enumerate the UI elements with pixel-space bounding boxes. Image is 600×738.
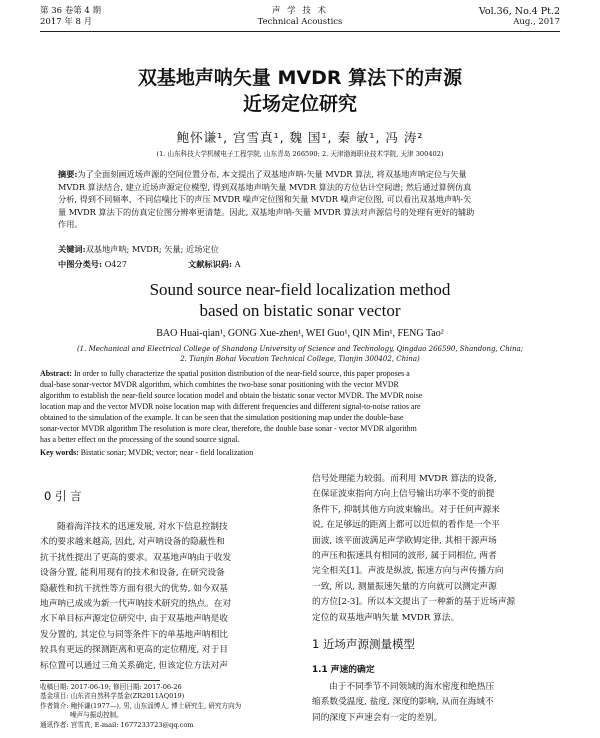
intro-line: 设备分置, 能利用现有的技术和设备, 在研究设备 [40,568,225,579]
footnote-contact: 通讯作者: 宫雪真, E-mail: 1677233723@qq.com [40,720,194,729]
right-col-line: 条件下, 抑制其他方向波束输出。对于任何声源来 [312,504,500,515]
affiliation-cn: (1. 山东科技大学机械电子工程学院, 山东青岛 266590; 2. 天津渤海职业技术学院, 天津 300402) [156,150,444,158]
right-col-line: 说, 在足够远的距离上都可以近似的看作是一个平 [312,520,500,531]
title-cn-line1: 双基地声呐矢量 MVDR 算法下的声源 [137,67,463,89]
abstract-en-line: algorithm to establish the near-field source location model and obtain the bistatic sonar vector MVDR. The MVDR noise [40,391,423,400]
journal-name-en: Technical Acoustics [257,17,343,27]
abstract-cn-line: 量 MVDR 算法下的仿真定位图分辨率更清楚。因此, 双基地声呐-矢量 MVDR 算法对声源信号的处理有更好的辅助 [58,206,475,217]
right-col-line: 定位的双基地声呐矢量 MVDR 算法。 [312,612,460,623]
affiliation-en-1: (1. Mechanical and Electrical College of Shandong University of Science and Technology, Qingdao 266590, Shandong, China; [76,345,524,353]
abstract-en [40,368,560,445]
footnote-received: 收稿日期: 2017-06-19; 修回日期: 2017-06-26 [40,683,182,691]
doc-code [188,258,241,271]
header-center [200,6,400,28]
doc-value: A [234,259,241,269]
keywords-en [40,447,253,458]
right-col-line: 的声压和振速具有相同的波形, 属于同相位, 两者 [312,551,497,562]
keywords-en-label: Key words: [40,448,79,457]
abstract-en-line: obtained to the simulation of the example. It can be seen that the simulation positioning map under the double-base [40,413,404,422]
right-col-line: 完全相关[1]。声波是纵波, 振速方向与声传播方向 [312,566,504,577]
header-left [40,6,101,28]
footnote-bio-cont: 噪声与振动控制。 [70,711,123,720]
keywords-cn [58,243,219,256]
right-col-line: 在保证波束指向方向上信号输出功率不变的前提 [312,489,495,500]
right-col-line: 面波, 该平面波满足声学欧姆定律, 其相干源声场 [312,535,497,546]
intro-line: 较具有更远的探测距离和更高的定位精度, 对于目 [40,645,228,656]
abstract-en-line: has a better effect on the processing of the sound source signal. [40,435,240,444]
keywords-cn-text: 双基地声呐; MVDR; 矢量; 近场定位 [85,244,219,254]
intro-line: 随着海洋技术的迅速发展, 对水下信息控制技 [57,522,228,532]
abstract-cn [58,168,544,231]
abstract-en-label: Abstract: [40,369,72,378]
right-col-line: 的方位[2-3]。所以本文提出了一种新的基于近场声源 [312,597,516,608]
doc-label: 文献标识码: [188,259,232,269]
right-col-line: 信号处理能力较弱。而利用 MVDR 算法的设备, [312,474,497,484]
keywords-en-text: Bistatic sonar; MVDR; vector; near - field localization [80,448,254,457]
clc-value: O427 [104,259,127,269]
intro-line: 隐蔽性和抗干扰性等方面有很大的优势, 如今双基 [40,583,228,594]
abstract-en-line: Abstract: In order to fully characterize the spatial position distribution of the near-field source, this paper proposes a [40,369,410,378]
section-1-1-line: 缩系数受温度, 盐度, 深度的影响, 从而在海域不 [312,697,494,708]
intro-line: 术的要求越来越高, 因此, 对声呐设备的隐蔽性和 [40,537,225,548]
footnote-fund: 基金项目: 山东省自然科学基金(ZR2011AQ019) [40,692,185,701]
section-1-1-line: 由于不同季节不同领域的海水密度和绝热压 [329,682,495,692]
volume-en: Vol.36, No.4 Pt.2 [478,6,560,17]
authors-cn: 鲍怀谦¹, 宫雪真¹, 魏 国¹, 秦 敏¹, 冯 涛² [176,130,424,145]
footnote [40,683,296,730]
section-1-1-line: 同的深度下声速会有一定的差别。 [312,712,443,723]
intro-line: 地声呐已成成为新一代声呐技术研究的热点。在对 [40,599,232,610]
section-1-heading: 1 近场声源测量模型 [312,637,415,651]
header-right [479,6,560,28]
abstract-cn-line: 分析, 得到不同频率、不同信噪比下的声压 MVDR 噪声定位图和矢量 MVDR 噪声定位图, 可以看出双基地声呐-矢 [58,194,472,204]
title-en-line1: Sound source near-field localization method [149,280,451,299]
title-cn-line2: 近场定位研究 [242,93,357,115]
date-cn: 2017 年 8 月 [40,17,93,27]
header-rule [40,31,560,32]
volume-cn: 第 36 卷第 4 期 [40,6,102,16]
intro-line: 发分置的, 其定位与同等条件下的单基地声呐相比 [40,629,228,640]
section-1-1-body [312,680,562,726]
intro-body [40,520,295,674]
abstract-cn-line: MVDR 算法结合, 建立近场声源定位模型, 得到双基地声呐矢量 MVDR 算法的方位估计空间谱; 然后通过算例仿真 [58,181,472,192]
abstract-en-line: dual-base sonar-vector MVDR algorithm, which combines the two-base sonar positioning with the vector MVDR [40,380,399,389]
abstract-cn-line: 作用。 [58,219,83,229]
footnote-bio: 作者简介: 鲍怀谦(1977—), 男, 山东淄博人, 博士研究生, 研究方向为 [40,701,242,710]
section-1-1-heading: 1.1 声速的确定 [312,665,375,675]
clc-label: 中图分类号: [58,259,102,269]
intro-heading: 0 引 言 [44,489,82,503]
affiliation-en-2: 2. Tianjin Bohai Vocation Technical College, Tianjin 300402, China) [180,355,420,363]
abstract-cn-label: 摘要: [58,169,78,179]
right-col-line: 一致, 所以, 测量振速矢量的方向就可以测定声源 [312,581,497,592]
date-en: Aug., 2017 [513,17,560,27]
abstract-en-line: location map and the vector MVDR noise location map with different frequencies and different signal-to-noise ratios are [40,402,421,411]
keywords-cn-label: 关键词: [58,244,86,254]
abstract-cn-line: 摘要:为了全面刻画近场声源的空间位置分布, 本文提出了双基地声呐-矢量 MVDR 算法, 将双基地声呐定位与矢量 [58,169,467,179]
intro-line: 标位置可以通过三角关系确定, 但该定位方法对声 [40,660,228,671]
authors-en: BAO Huai-qian¹, GONG Xue-zhen¹, WEI Guo¹, QIN Min¹, FENG Tao² [156,328,444,339]
right-col-body [312,472,562,626]
classification-cn [58,258,127,271]
affiliation-en [40,344,560,364]
footnote-rule [40,680,160,681]
abstract-en-line: sonar-vector MVDR algorithm The resolution is more clear, therefore, the double base sonar - vector MVDR algorithm [40,424,417,433]
title-en-line2: based on bistatic sonar vector [199,301,401,320]
intro-line: 抗干扰性提出了更高的要求。双基地声呐由于收发 [40,552,232,563]
journal-name-cn: 声 学 技 术 [271,6,329,16]
intro-line: 水下单目标声源定位研究中, 由于双基地声呐是收 [40,614,228,625]
